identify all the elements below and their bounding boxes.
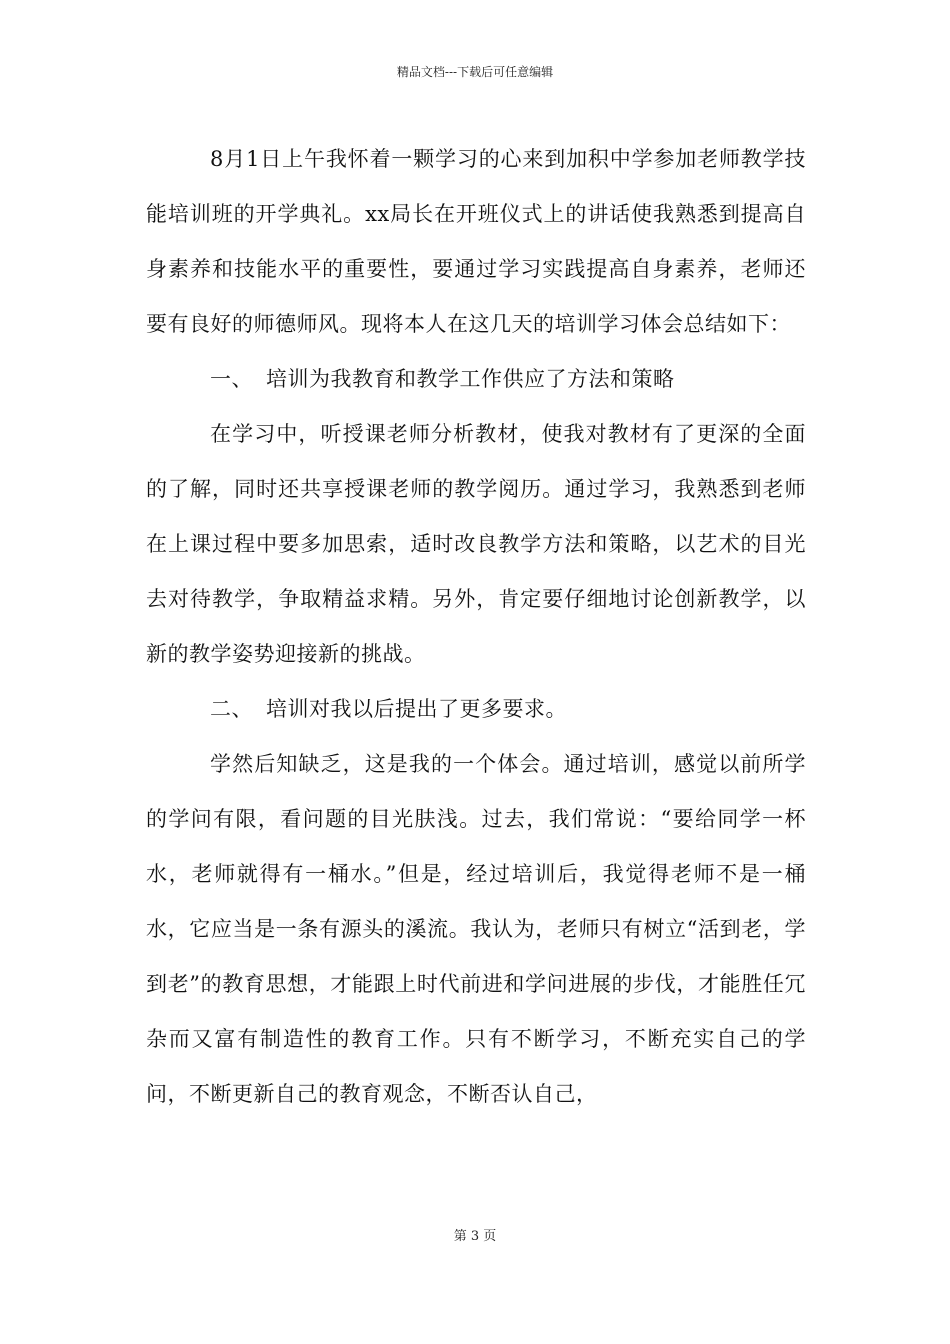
paragraph-section-1: 在学习中，听授课老师分析教材，使我对教材有了更深的全面的了解，同时还共享授课老师的教学阅历。通过学习，我熟悉到老师在上课过程中要多加思索，适时改良教学方法和策略，以艺术的目光去对待教学，争取精益求精。另外，肯定要仔细地讨论创新教学，以新的教学姿势迎接新的挑战。 [146, 422, 806, 666]
section-title-2: 培训对我以后提出了更多要求。 [266, 697, 568, 721]
section-number-1: 一、 [210, 367, 254, 391]
section-number-2: 二、 [210, 697, 254, 721]
paragraph-intro: 8月1日上午我怀着一颗学习的心来到加积中学参加老师教学技能培训班的开学典礼。xx局长在开班仪式上的讲话使我熟悉到提高自身素养和技能水平的重要性，要通过学习实践提高自身素养，老师还要有良好的师德师风。现将本人在这几天的培训学习体会总结如下： [146, 147, 806, 336]
paragraph-section-2: 学然后知缺乏，这是我的一个体会。通过培训，感觉以前所学的学问有限，看问题的目光肤浅。过去，我们常说：“要给同学一杯水，老师就得有一桶水。”但是，经过培训后，我觉得老师不是一桶水，它应当是一条有源头的溪流。我认为，老师只有树立“活到老，学到老”的教育思想，才能跟上时代前进和学问进展的步伐，才能胜任冗杂而又富有制造性的教育工作。只有不断学习，不断充实自己的学问，不断更新自己的教育观念，不断否认自己， [146, 752, 806, 1106]
section-heading-1 [146, 352, 806, 407]
page-header: 精品文档---下载后可任意编辑 [396, 65, 554, 79]
section-heading-2 [146, 682, 806, 737]
section-title-1: 培训为我教育和教学工作供应了方法和策略 [266, 367, 675, 391]
page-number: 第 3 页 [453, 1229, 497, 1244]
document-body [146, 132, 806, 1122]
